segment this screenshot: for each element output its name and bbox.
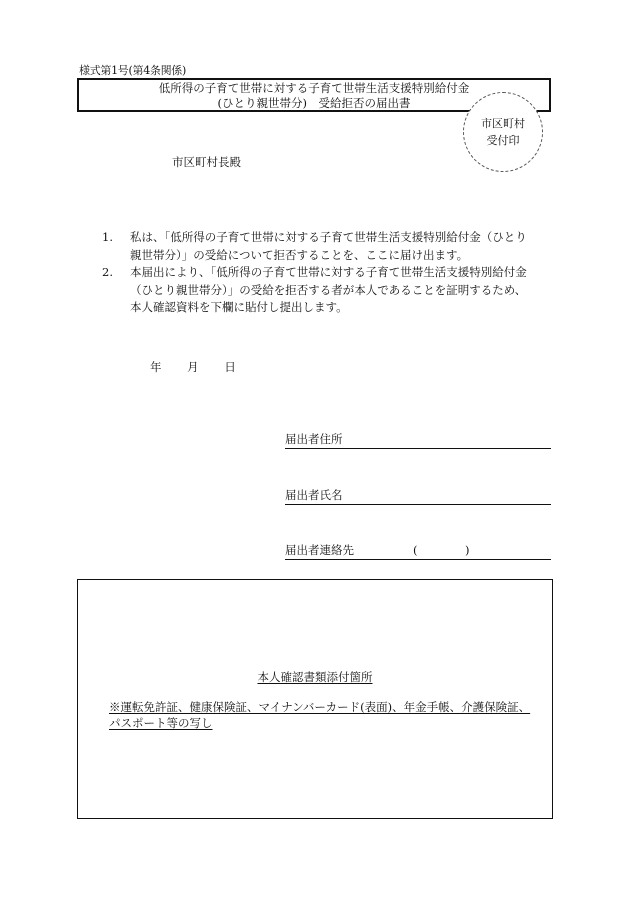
id-attachment-note: ※運転免許証、健康保険証、マイナンバーカード(表面)、年金手帳、介護保険証、パスポート等の写し [109, 700, 531, 730]
paragraph-2 [102, 264, 532, 317]
paragraph-text: 私は、「低所得の子育て世帯に対する子育て世帯生活支援特別給付金（ひとり親世帯分）」の受給について拒否することを、ここに届け出ます。 [130, 230, 527, 262]
contact-paren-open: ( [413, 543, 418, 557]
form-title-line1: 低所得の子育て世帯に対する子育て世帯生活支援特別給付金 [158, 81, 470, 95]
paragraph-number: 1. [102, 230, 113, 244]
date-month: 月 [187, 360, 199, 374]
date-year: 年 [150, 360, 162, 374]
paragraph-number: 2. [102, 265, 113, 279]
declaration-body [102, 229, 532, 317]
address-field[interactable] [285, 432, 551, 449]
contact-paren-close: ) [465, 543, 470, 557]
seal-label-line1: 市区町村 [481, 117, 525, 130]
addressee: 市区町村長殿 [172, 155, 241, 169]
id-attachment-heading: 本人確認書類添付箇所 [257, 670, 373, 684]
date-day: 日 [224, 360, 236, 374]
name-label: 届出者氏名 [285, 488, 343, 502]
form-number: 様式第1号(第4条関係) [79, 64, 186, 77]
date-line[interactable] [150, 359, 258, 375]
contact-field[interactable] [285, 543, 551, 560]
paragraph-text: 本届出により、「低所得の子育て世帯に対する子育て世帯生活支援特別給付金（ひとり親世帯分）」の受給を拒否する者が本人であることを証明するため、本人確認資料を下欄に貼付し提出します。 [130, 265, 527, 314]
paragraph-1 [102, 229, 532, 264]
reception-seal-circle [463, 92, 543, 172]
seal-label-line2: 受付印 [486, 134, 520, 147]
id-document-attachment-box[interactable] [77, 579, 553, 819]
name-field[interactable] [285, 488, 551, 505]
contact-label: 届出者連絡先 [285, 543, 354, 557]
address-label: 届出者住所 [285, 432, 343, 446]
form-title-line2: (ひとり親世帯分) 受給拒否の届出書 [217, 96, 411, 110]
